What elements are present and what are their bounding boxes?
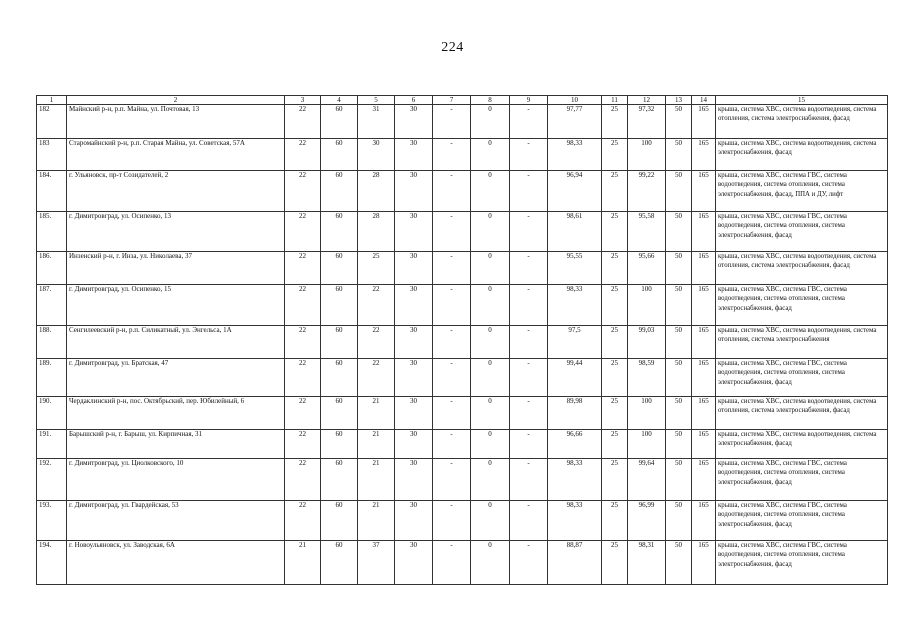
col14-cell: 165 <box>692 359 716 397</box>
col6-cell: 30 <box>395 326 433 359</box>
col7-cell: - <box>433 252 471 285</box>
col9-cell: - <box>510 285 548 326</box>
col9-cell: - <box>510 359 548 397</box>
col3-cell: 22 <box>285 252 321 285</box>
address-cell: г. Димитровград, ул. Осипенко, 15 <box>67 285 285 326</box>
row-number: 182 <box>37 105 67 139</box>
column-header-2: 2 <box>67 96 285 105</box>
col14-cell: 165 <box>692 139 716 171</box>
col7-cell: - <box>433 212 471 252</box>
row-number: 184. <box>37 171 67 212</box>
col10-cell: 98,33 <box>548 139 602 171</box>
col6-cell: 30 <box>395 541 433 585</box>
address-cell: Майнский р-н, р.п. Майна, ул. Почтовая, 13 <box>67 105 285 139</box>
col9-cell: - <box>510 397 548 430</box>
col11-cell: 25 <box>602 430 628 459</box>
col4-cell: 60 <box>321 501 358 541</box>
col6-cell: 30 <box>395 212 433 252</box>
column-header-10: 10 <box>548 96 602 105</box>
works-cell: крыша, система ХВС, система ГВС, система водоотведения, система отопления, система электроснабжения, фасад <box>716 359 888 397</box>
col4-cell: 60 <box>321 459 358 501</box>
col3-cell: 22 <box>285 359 321 397</box>
col13-cell: 50 <box>666 430 692 459</box>
col7-cell: - <box>433 359 471 397</box>
col10-cell: 97,5 <box>548 326 602 359</box>
row-number: 189. <box>37 359 67 397</box>
col4-cell: 60 <box>321 541 358 585</box>
col12-cell: 99,03 <box>628 326 666 359</box>
col11-cell: 25 <box>602 171 628 212</box>
col10-cell: 96,66 <box>548 430 602 459</box>
works-cell: крыша, система ХВС, система ГВС, система водоотведения, система отопления, система электроснабжения, фасад, ППА и ДУ, лифт <box>716 171 888 212</box>
col10-cell: 99,44 <box>548 359 602 397</box>
table-row <box>37 139 888 171</box>
col6-cell: 30 <box>395 139 433 171</box>
data-table <box>36 95 888 585</box>
col12-cell: 99,64 <box>628 459 666 501</box>
col5-cell: 28 <box>358 212 395 252</box>
col12-cell: 98,59 <box>628 359 666 397</box>
col11-cell: 25 <box>602 326 628 359</box>
address-cell: г. Ульяновск, пр-т Созидателей, 2 <box>67 171 285 212</box>
col7-cell: - <box>433 430 471 459</box>
column-header-13: 13 <box>666 96 692 105</box>
col3-cell: 22 <box>285 430 321 459</box>
col6-cell: 30 <box>395 285 433 326</box>
col6-cell: 30 <box>395 171 433 212</box>
col5-cell: 37 <box>358 541 395 585</box>
col13-cell: 50 <box>666 105 692 139</box>
col14-cell: 165 <box>692 397 716 430</box>
col3-cell: 22 <box>285 139 321 171</box>
col5-cell: 21 <box>358 459 395 501</box>
address-cell: г. Димитровград, ул. Братская, 47 <box>67 359 285 397</box>
column-header-14: 14 <box>692 96 716 105</box>
table-row <box>37 501 888 541</box>
col9-cell: - <box>510 139 548 171</box>
row-number: 185. <box>37 212 67 252</box>
col8-cell: 0 <box>471 105 510 139</box>
table-row <box>37 430 888 459</box>
col8-cell: 0 <box>471 359 510 397</box>
col3-cell: 21 <box>285 541 321 585</box>
col14-cell: 165 <box>692 541 716 585</box>
works-cell: крыша, система ХВС, система ГВС, система водоотведения, система отопления, система электроснабжения, фасад <box>716 459 888 501</box>
col7-cell: - <box>433 139 471 171</box>
col8-cell: 0 <box>471 285 510 326</box>
col3-cell: 22 <box>285 326 321 359</box>
col4-cell: 60 <box>321 139 358 171</box>
col3-cell: 22 <box>285 501 321 541</box>
col9-cell: - <box>510 459 548 501</box>
table-row <box>37 252 888 285</box>
table-header <box>37 96 888 105</box>
col12-cell: 100 <box>628 285 666 326</box>
col13-cell: 50 <box>666 541 692 585</box>
col6-cell: 30 <box>395 252 433 285</box>
col13-cell: 50 <box>666 359 692 397</box>
works-cell: крыша, система ХВС, система водоотведения, система отопления, система электроснабжения <box>716 326 888 359</box>
address-cell: Барышский р-н, г. Барыш, ул. Кирпичная, 31 <box>67 430 285 459</box>
address-cell: г. Димитровград, ул. Осипенко, 13 <box>67 212 285 252</box>
col13-cell: 50 <box>666 212 692 252</box>
col10-cell: 98,61 <box>548 212 602 252</box>
col10-cell: 89,98 <box>548 397 602 430</box>
col3-cell: 22 <box>285 171 321 212</box>
address-cell: г. Димитровград, ул. Циолковского, 10 <box>67 459 285 501</box>
table-row <box>37 285 888 326</box>
col9-cell: - <box>510 252 548 285</box>
row-number: 193. <box>37 501 67 541</box>
address-cell: г. Новоульяновск, ул. Заводская, 6А <box>67 541 285 585</box>
col12-cell: 96,99 <box>628 501 666 541</box>
col3-cell: 22 <box>285 459 321 501</box>
col11-cell: 25 <box>602 541 628 585</box>
col12-cell: 98,31 <box>628 541 666 585</box>
column-header-8: 8 <box>471 96 510 105</box>
column-header-7: 7 <box>433 96 471 105</box>
col6-cell: 30 <box>395 359 433 397</box>
col14-cell: 165 <box>692 105 716 139</box>
works-cell: крыша, система ХВС, система ГВС, система водоотведения, система отопления, система электроснабжения, фасад <box>716 212 888 252</box>
table-row <box>37 397 888 430</box>
table-row <box>37 326 888 359</box>
col11-cell: 25 <box>602 459 628 501</box>
col4-cell: 60 <box>321 326 358 359</box>
col8-cell: 0 <box>471 541 510 585</box>
col9-cell: - <box>510 541 548 585</box>
col10-cell: 98,33 <box>548 285 602 326</box>
col8-cell: 0 <box>471 459 510 501</box>
col6-cell: 30 <box>395 459 433 501</box>
column-header-11: 11 <box>602 96 628 105</box>
col7-cell: - <box>433 105 471 139</box>
col3-cell: 22 <box>285 212 321 252</box>
col5-cell: 28 <box>358 171 395 212</box>
col6-cell: 30 <box>395 430 433 459</box>
col12-cell: 95,58 <box>628 212 666 252</box>
col7-cell: - <box>433 326 471 359</box>
works-cell: крыша, система ХВС, система водоотведения, система отопления, система электроснабжения, фасад <box>716 397 888 430</box>
col7-cell: - <box>433 171 471 212</box>
table-row <box>37 171 888 212</box>
col14-cell: 165 <box>692 501 716 541</box>
col8-cell: 0 <box>471 501 510 541</box>
col11-cell: 25 <box>602 105 628 139</box>
col3-cell: 22 <box>285 285 321 326</box>
col12-cell: 100 <box>628 430 666 459</box>
works-cell: крыша, система ХВС, система водоотведения, система отопления, система электроснабжения, фасад <box>716 252 888 285</box>
col5-cell: 22 <box>358 359 395 397</box>
col4-cell: 60 <box>321 252 358 285</box>
col4-cell: 60 <box>321 171 358 212</box>
col9-cell: - <box>510 105 548 139</box>
col4-cell: 60 <box>321 212 358 252</box>
col5-cell: 21 <box>358 430 395 459</box>
row-number: 183 <box>37 139 67 171</box>
col12-cell: 95,66 <box>628 252 666 285</box>
col13-cell: 50 <box>666 171 692 212</box>
col12-cell: 100 <box>628 397 666 430</box>
col12-cell: 97,32 <box>628 105 666 139</box>
column-header-4: 4 <box>321 96 358 105</box>
col13-cell: 50 <box>666 501 692 541</box>
column-header-1: 1 <box>37 96 67 105</box>
table-row <box>37 105 888 139</box>
works-cell: крыша, система ХВС, система водоотведения, система электроснабжения, фасад <box>716 430 888 459</box>
works-cell: крыша, система ХВС, система ГВС, система водоотведения, система отопления, система электроснабжения, фасад <box>716 285 888 326</box>
table-row <box>37 541 888 585</box>
col11-cell: 25 <box>602 252 628 285</box>
col11-cell: 25 <box>602 501 628 541</box>
col5-cell: 21 <box>358 501 395 541</box>
col11-cell: 25 <box>602 397 628 430</box>
col11-cell: 25 <box>602 212 628 252</box>
col4-cell: 60 <box>321 430 358 459</box>
table-row <box>37 359 888 397</box>
col5-cell: 22 <box>358 285 395 326</box>
col8-cell: 0 <box>471 171 510 212</box>
column-header-3: 3 <box>285 96 321 105</box>
col13-cell: 50 <box>666 397 692 430</box>
address-cell: г. Димитровград, ул. Гвардейская, 53 <box>67 501 285 541</box>
col7-cell: - <box>433 285 471 326</box>
col9-cell: - <box>510 212 548 252</box>
col8-cell: 0 <box>471 397 510 430</box>
col13-cell: 50 <box>666 139 692 171</box>
col5-cell: 30 <box>358 139 395 171</box>
col9-cell: - <box>510 501 548 541</box>
col14-cell: 165 <box>692 212 716 252</box>
col7-cell: - <box>433 541 471 585</box>
col8-cell: 0 <box>471 326 510 359</box>
row-number: 194. <box>37 541 67 585</box>
row-number: 190. <box>37 397 67 430</box>
col14-cell: 165 <box>692 285 716 326</box>
col8-cell: 0 <box>471 139 510 171</box>
col14-cell: 165 <box>692 459 716 501</box>
col7-cell: - <box>433 501 471 541</box>
column-header-9: 9 <box>510 96 548 105</box>
col8-cell: 0 <box>471 252 510 285</box>
col13-cell: 50 <box>666 326 692 359</box>
col4-cell: 60 <box>321 285 358 326</box>
col6-cell: 30 <box>395 105 433 139</box>
column-header-5: 5 <box>358 96 395 105</box>
col4-cell: 60 <box>321 397 358 430</box>
col3-cell: 22 <box>285 105 321 139</box>
col13-cell: 50 <box>666 285 692 326</box>
col4-cell: 60 <box>321 359 358 397</box>
col14-cell: 165 <box>692 171 716 212</box>
col11-cell: 25 <box>602 359 628 397</box>
col4-cell: 60 <box>321 105 358 139</box>
row-number: 186. <box>37 252 67 285</box>
col10-cell: 96,94 <box>548 171 602 212</box>
col11-cell: 25 <box>602 285 628 326</box>
column-header-15: 15 <box>716 96 888 105</box>
table-row <box>37 459 888 501</box>
col5-cell: 22 <box>358 326 395 359</box>
header-row <box>37 96 888 105</box>
works-cell: крыша, система ХВС, система ГВС, система водоотведения, система отопления, система электроснабжения, фасад <box>716 501 888 541</box>
row-number: 192. <box>37 459 67 501</box>
col10-cell: 98,33 <box>548 501 602 541</box>
works-cell: крыша, система ХВС, система водоотведения, система отопления, система электроснабжения, фасад <box>716 105 888 139</box>
col10-cell: 98,33 <box>548 459 602 501</box>
col7-cell: - <box>433 459 471 501</box>
col14-cell: 165 <box>692 252 716 285</box>
column-header-12: 12 <box>628 96 666 105</box>
address-cell: Инзенский р-н, г. Инза, ул. Николаева, 37 <box>67 252 285 285</box>
col13-cell: 50 <box>666 459 692 501</box>
col11-cell: 25 <box>602 139 628 171</box>
col8-cell: 0 <box>471 212 510 252</box>
col14-cell: 165 <box>692 430 716 459</box>
col12-cell: 99,22 <box>628 171 666 212</box>
col5-cell: 25 <box>358 252 395 285</box>
col13-cell: 50 <box>666 252 692 285</box>
col6-cell: 30 <box>395 397 433 430</box>
works-cell: крыша, система ХВС, система водоотведения, система электроснабжения, фасад <box>716 139 888 171</box>
column-header-6: 6 <box>395 96 433 105</box>
col9-cell: - <box>510 171 548 212</box>
col8-cell: 0 <box>471 430 510 459</box>
col5-cell: 21 <box>358 397 395 430</box>
col10-cell: 95,55 <box>548 252 602 285</box>
address-cell: Чердаклинский р-н, пос. Октябрьский, пер. Юбилейный, 6 <box>67 397 285 430</box>
col3-cell: 22 <box>285 397 321 430</box>
table-row <box>37 212 888 252</box>
row-number: 191. <box>37 430 67 459</box>
col10-cell: 97,77 <box>548 105 602 139</box>
col10-cell: 88,87 <box>548 541 602 585</box>
col5-cell: 31 <box>358 105 395 139</box>
col14-cell: 165 <box>692 326 716 359</box>
table-body <box>37 105 888 585</box>
col9-cell: - <box>510 326 548 359</box>
row-number: 188. <box>37 326 67 359</box>
page-number: 224 <box>441 40 464 55</box>
col7-cell: - <box>433 397 471 430</box>
col6-cell: 30 <box>395 501 433 541</box>
address-cell: Старомайнский р-н, р.п. Старая Майна, ул. Советская, 57А <box>67 139 285 171</box>
address-cell: Сенгилеевский р-н, р.п. Силикатный, ул. Энгельса, 1А <box>67 326 285 359</box>
works-cell: крыша, система ХВС, система ГВС, система водоотведения, система отопления, система электроснабжения, фасад <box>716 541 888 585</box>
row-number: 187. <box>37 285 67 326</box>
col9-cell: - <box>510 430 548 459</box>
col12-cell: 100 <box>628 139 666 171</box>
